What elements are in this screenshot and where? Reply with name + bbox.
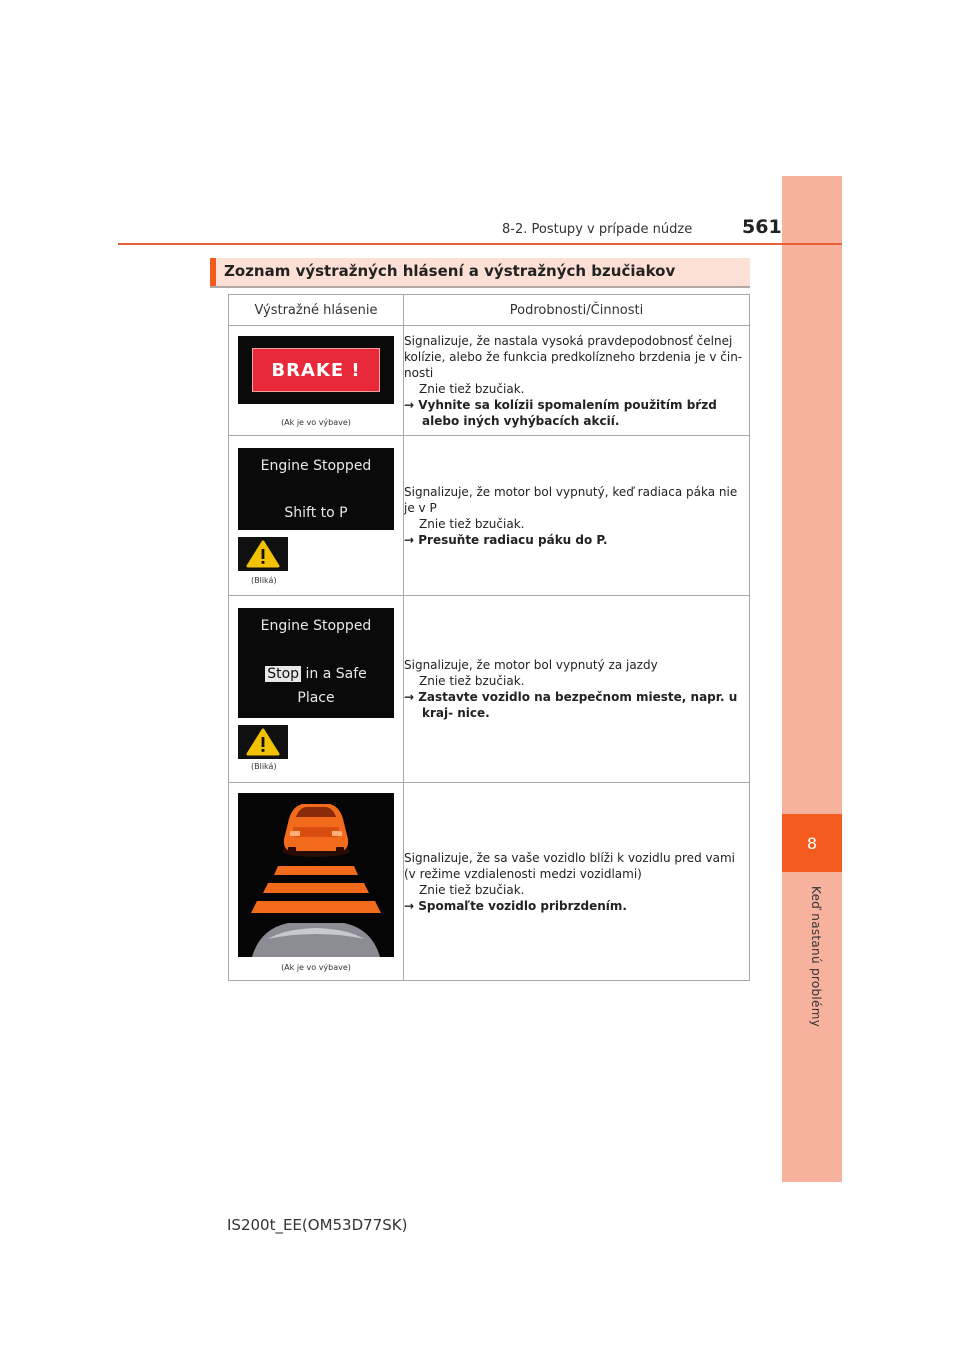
buzzer-note: Znie tiež bzučiak.: [419, 674, 525, 688]
action-text: → Spomaľte vozidlo pribrzdením.: [404, 898, 627, 913]
buzzer-note: Znie tiež bzučiak.: [419, 882, 525, 897]
warning-image-cell: [229, 596, 404, 783]
section-title: Zoznam výstražných hlásení a výstražných bzučiakov: [224, 262, 676, 280]
image-caption: (Ak je vo výbave): [281, 963, 351, 972]
stop-highlight: Stop: [267, 666, 300, 682]
action-text: → Presuňte radiacu páku do P.: [404, 532, 608, 547]
warning-triangle-icon: [238, 537, 288, 571]
vehicle-approaching-graphic: [238, 793, 394, 957]
display-line-2-rest: in a Safe: [301, 666, 367, 682]
vehicle-approaching-display: [238, 793, 394, 957]
header-rule: [118, 243, 842, 245]
description-text: Signalizuje, že motor bol vypnutý, keď radiaca páka nie je v P: [404, 484, 738, 515]
footer-model-code: IS200t_EE(OM53D77SK): [227, 1216, 408, 1234]
preceding-car-icon: [282, 804, 350, 857]
column-header-message: Výstražné hlásenie: [229, 295, 404, 326]
table-row: [229, 436, 750, 596]
image-caption: (Bliká): [251, 762, 277, 771]
action-text: → Vyhnite sa kolízii spomalením použitím bŕzd alebo iných vyhýbacích akcií.: [404, 397, 717, 428]
warning-image-cell: [229, 783, 404, 981]
description-text: Signalizuje, že nastala vysoká pravdepodobnosť čelnej kolízie, alebo že funkcia predkolízneho brzdenia je v čin- nosti: [404, 333, 743, 380]
column-header-details: Podrobnosti/Činnosti: [404, 295, 750, 326]
warning-tile: [238, 725, 288, 759]
table-row: [229, 783, 750, 981]
table-row: [229, 326, 750, 436]
description-text: Signalizuje, že motor bol vypnutý za jazdy: [404, 658, 658, 672]
details-cell: [404, 783, 750, 981]
buzzer-note: Znie tiež bzučiak.: [419, 381, 525, 396]
display-line-2: [238, 666, 394, 682]
display-line-2: Shift to P: [284, 505, 348, 521]
warning-table: [228, 294, 750, 981]
display-line-3: Place: [297, 690, 335, 706]
header-section: 8-2. Postupy v prípade núdze: [502, 222, 693, 237]
title-accent: [210, 258, 216, 286]
details-cell: [404, 596, 750, 783]
image-caption: (Ak je vo výbave): [281, 418, 351, 427]
page-number: 561: [742, 216, 782, 238]
action-text: → Zastavte vozidlo na bezpečnom mieste, napr. u kraj- nice.: [404, 690, 738, 720]
chapter-number: 8: [782, 814, 842, 872]
warning-tile: [238, 537, 288, 571]
engine-stopped-display: [238, 448, 394, 530]
chapter-label: Keď nastanú problémy: [809, 886, 823, 1028]
buzzer-note: Znie tiež bzučiak.: [419, 516, 525, 531]
section-title-bar: [210, 258, 750, 288]
table-row: [229, 596, 750, 783]
brake-warning-label: BRAKE !: [252, 348, 380, 392]
warning-image-cell: [229, 326, 404, 436]
details-cell: [404, 436, 750, 596]
display-line-1: Engine Stopped: [260, 458, 372, 474]
warning-image-cell: [229, 436, 404, 596]
description-text: Signalizuje, že sa vaše vozidlo blíži k vozidlu pred vami (v režime vzdialenosti medzi vozidlami): [404, 850, 735, 881]
warning-triangle-icon: [238, 725, 288, 759]
display-line-1: Engine Stopped: [260, 618, 372, 634]
brake-display: [238, 336, 394, 404]
details-cell: [404, 326, 750, 436]
engine-stopped-display: [238, 608, 394, 718]
image-caption: (Bliká): [251, 576, 277, 585]
